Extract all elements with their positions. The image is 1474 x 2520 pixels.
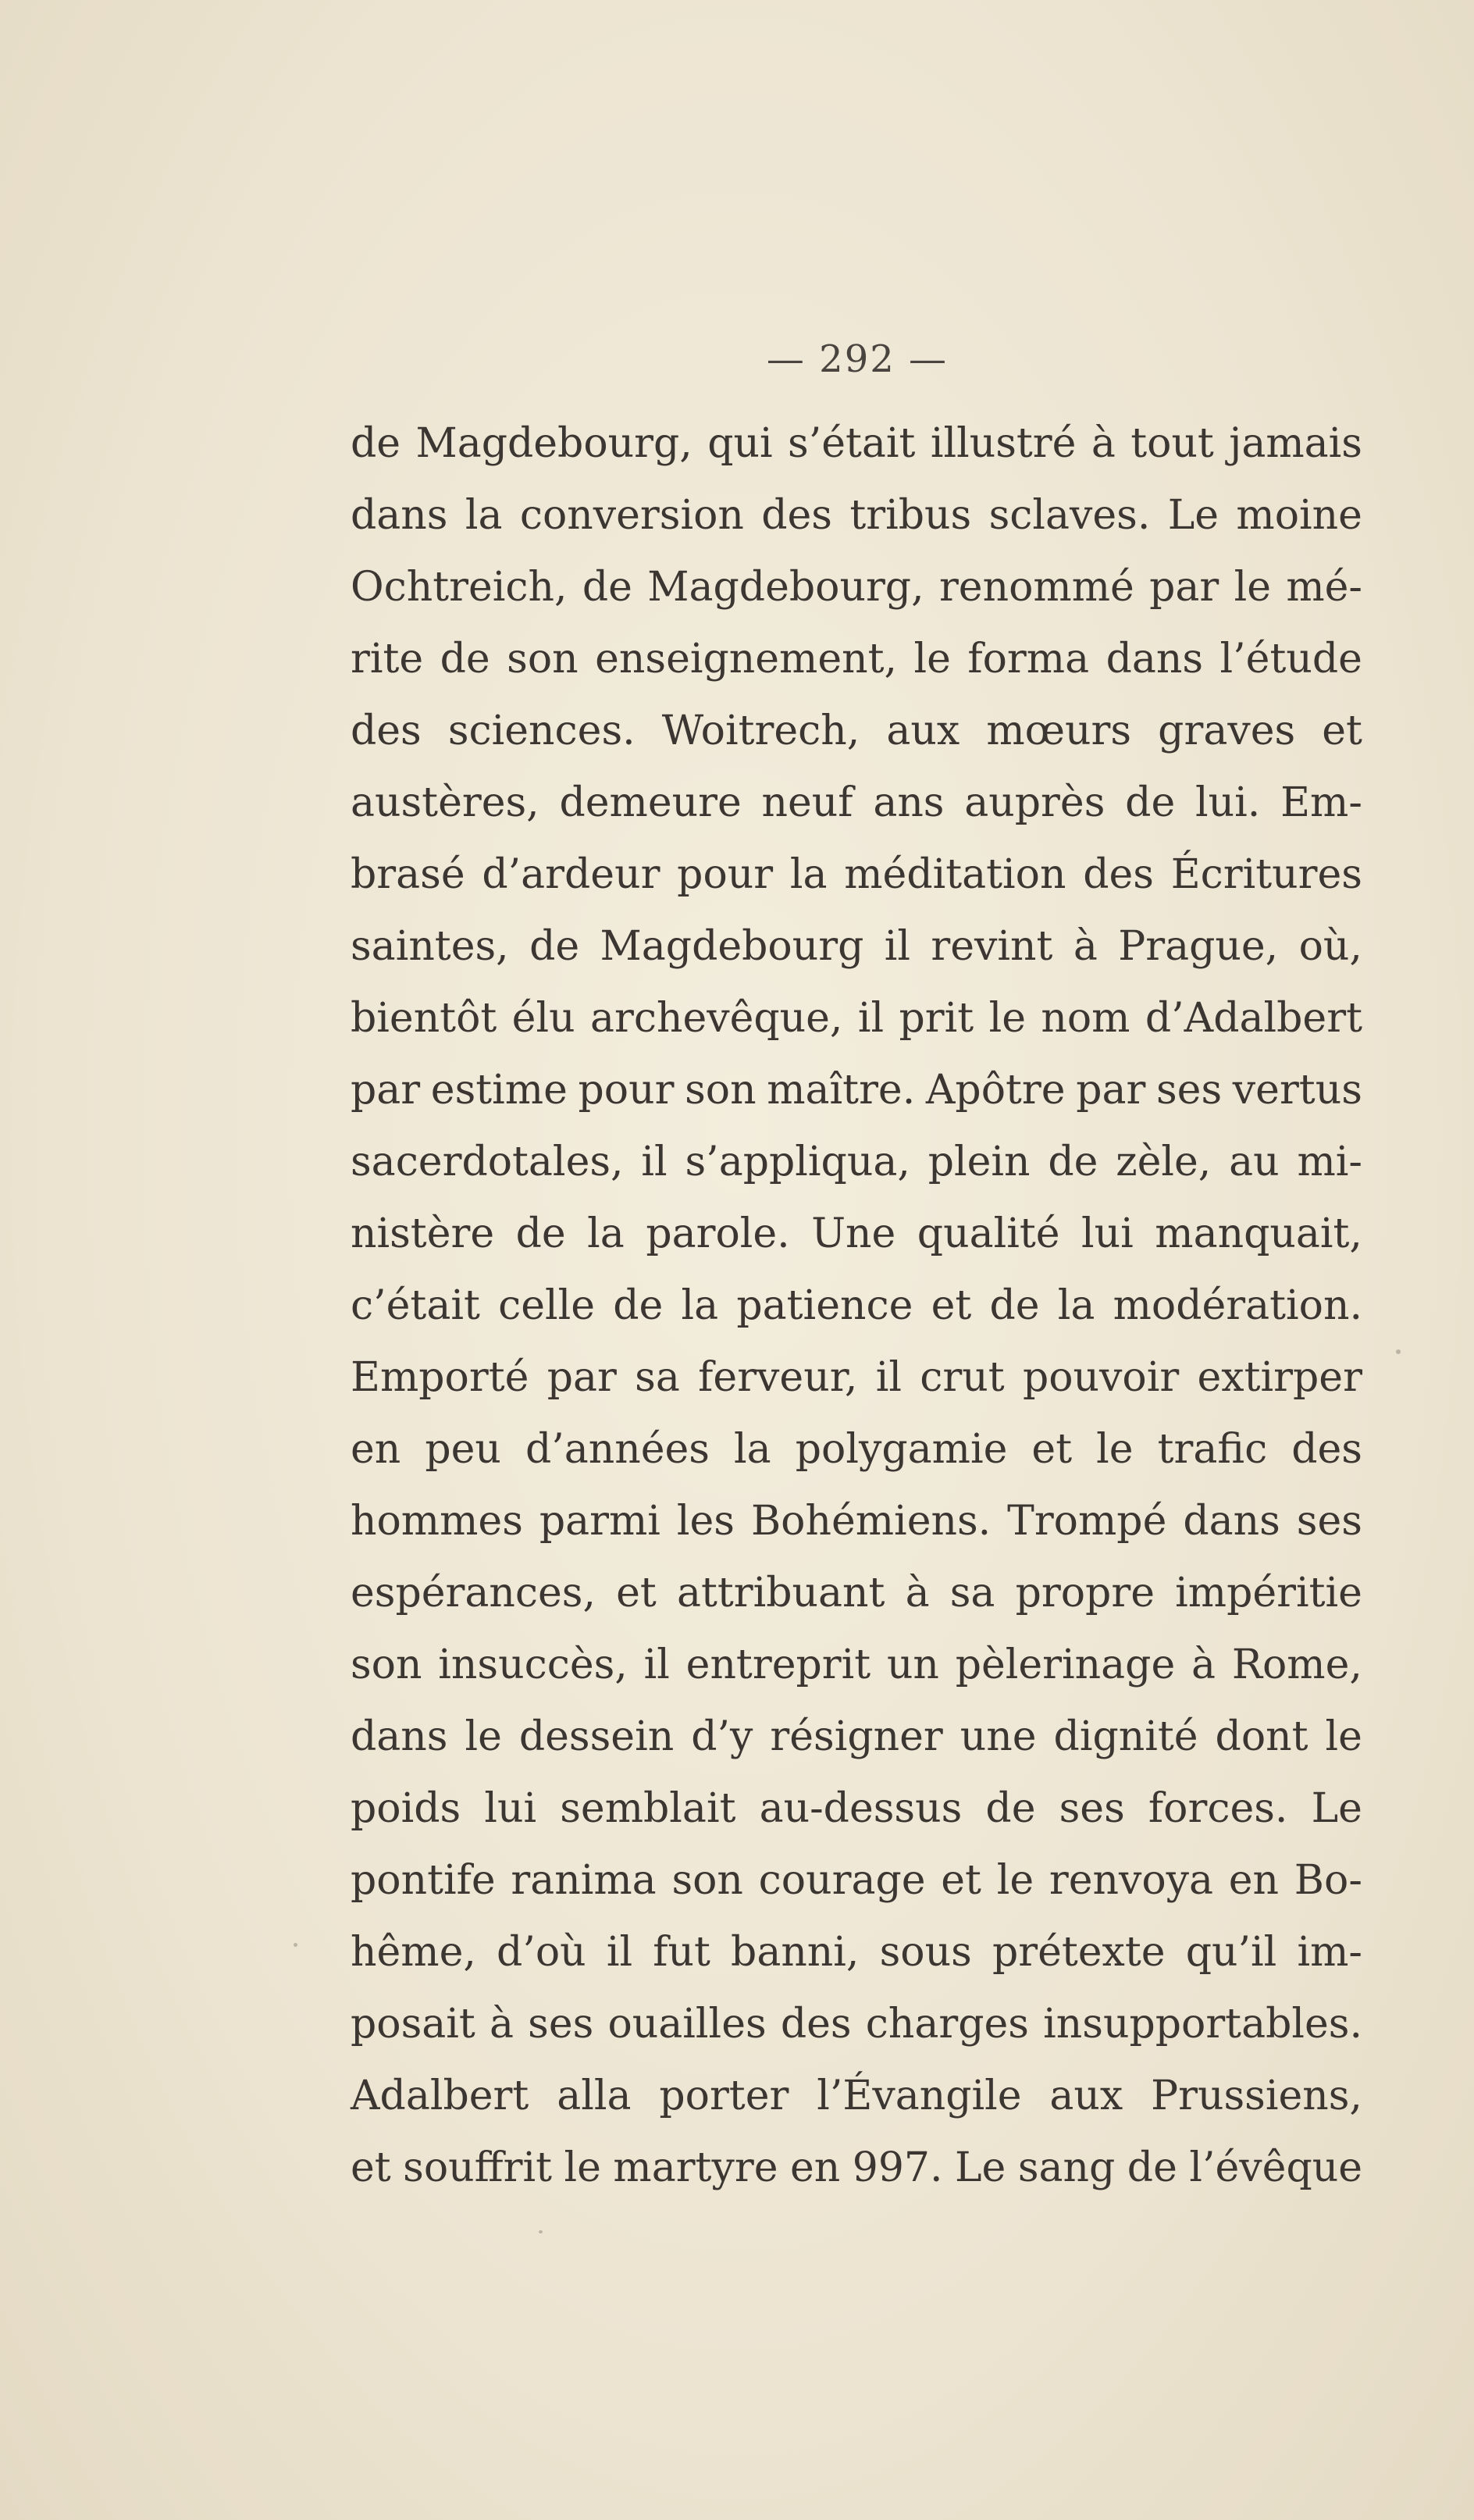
word: renvoya xyxy=(1049,1857,1214,1904)
word: souffrit xyxy=(403,2144,552,2191)
word: Magdebourg xyxy=(600,923,864,970)
word: austères, xyxy=(351,779,539,826)
word: en xyxy=(789,2144,841,2191)
word: rite xyxy=(351,636,424,683)
word: Bohémiens. xyxy=(750,1498,992,1545)
word: Magdebourg, xyxy=(415,420,692,467)
word: à xyxy=(1191,1641,1216,1688)
word: la xyxy=(587,1210,625,1257)
word: peu xyxy=(425,1426,501,1473)
paper-speck xyxy=(539,2230,543,2233)
word: et xyxy=(941,1857,981,1904)
text-line xyxy=(351,1557,1362,1629)
word: la xyxy=(734,1426,771,1473)
word: son xyxy=(671,1857,743,1904)
paper-speck xyxy=(294,1943,297,1947)
word: renommé xyxy=(938,564,1134,611)
word: la xyxy=(1057,1282,1095,1329)
word: lui. xyxy=(1195,779,1261,826)
word: sciences. xyxy=(447,708,636,754)
word: insuccès, xyxy=(438,1641,628,1688)
word: archevêque, xyxy=(589,995,843,1042)
word: de xyxy=(1125,779,1176,826)
word: Le xyxy=(955,2144,1006,2191)
word: de xyxy=(529,923,580,970)
word: sous xyxy=(879,1929,972,1976)
word: forma xyxy=(967,636,1090,683)
word: par xyxy=(1149,564,1219,611)
word: celle xyxy=(498,1282,596,1329)
text-line xyxy=(351,1126,1362,1198)
word: sang xyxy=(1017,2144,1116,2191)
word: ses xyxy=(1156,1067,1223,1114)
word: jamais xyxy=(1229,420,1362,467)
word: patience xyxy=(736,1282,913,1329)
word: il xyxy=(857,995,885,1042)
word: Trompé xyxy=(1007,1498,1167,1545)
word: et xyxy=(616,1570,657,1616)
word: mœurs xyxy=(986,708,1132,754)
word: crut xyxy=(920,1354,1005,1401)
word: des xyxy=(1083,851,1154,898)
word: plein xyxy=(927,1139,1031,1185)
word: son xyxy=(351,1641,422,1688)
word: Em- xyxy=(1280,779,1362,826)
word: l’Évangile xyxy=(817,2073,1022,2119)
word: il xyxy=(606,1929,633,1976)
word: à xyxy=(489,2001,514,2048)
word: banni, xyxy=(731,1929,860,1976)
word: pouvoir xyxy=(1022,1354,1180,1401)
word: demeure xyxy=(559,779,742,826)
word: forces. xyxy=(1148,1785,1288,1832)
text-line xyxy=(351,1485,1362,1557)
word: Rome, xyxy=(1231,1641,1362,1688)
text-line xyxy=(351,408,1362,479)
word: lui xyxy=(484,1785,537,1832)
word: maître. xyxy=(767,1067,916,1114)
word: le xyxy=(564,2144,601,2191)
word: d’ardeur xyxy=(482,851,660,898)
text-line xyxy=(351,1413,1362,1485)
word: sclaves. xyxy=(988,492,1151,539)
word: la xyxy=(789,851,828,898)
word: auprès xyxy=(964,779,1106,826)
word: dignité xyxy=(1053,1713,1198,1760)
word: de xyxy=(582,564,632,611)
word: où, xyxy=(1298,923,1362,970)
word: méditation xyxy=(844,851,1066,898)
text-line xyxy=(351,2060,1362,2132)
word: entreprit xyxy=(685,1641,871,1688)
word: modération. xyxy=(1113,1282,1362,1329)
word: alla xyxy=(557,2073,632,2119)
word: Une xyxy=(811,1210,896,1257)
word: Le xyxy=(1311,1785,1362,1832)
word: d’où xyxy=(497,1929,586,1976)
text-line xyxy=(351,1988,1362,2060)
word: pour xyxy=(677,851,774,898)
word: de xyxy=(1048,1139,1098,1185)
word: charges xyxy=(865,2001,1029,2048)
word: Ochtreich, xyxy=(351,564,568,611)
word: le xyxy=(996,1857,1034,1904)
word: Apôtre xyxy=(925,1067,1066,1114)
word: 997. xyxy=(852,2144,943,2191)
word: élu xyxy=(511,995,575,1042)
word: manquait, xyxy=(1155,1210,1362,1257)
word: propre xyxy=(1015,1570,1155,1616)
text-line xyxy=(351,1773,1362,1845)
word: trafic xyxy=(1157,1426,1268,1473)
word: dont xyxy=(1215,1713,1308,1760)
word: Prague, xyxy=(1118,923,1279,970)
word: enseignement, xyxy=(595,636,898,683)
word: il xyxy=(884,923,911,970)
word: graves xyxy=(1158,708,1296,754)
word: ferveur, xyxy=(698,1354,858,1401)
text-line xyxy=(351,982,1362,1054)
word: et xyxy=(1031,1426,1073,1473)
word: bientôt xyxy=(351,995,497,1042)
word: des xyxy=(761,492,832,539)
word: à xyxy=(1073,923,1098,970)
word: d’y xyxy=(691,1713,753,1760)
word: nistère xyxy=(351,1210,495,1257)
word: extirper xyxy=(1197,1354,1362,1401)
word: estime xyxy=(430,1067,568,1114)
text-line xyxy=(351,479,1362,551)
text-line xyxy=(351,767,1362,839)
word: qui xyxy=(707,420,773,467)
word: polygamie xyxy=(795,1426,1008,1473)
word: courage xyxy=(758,1857,926,1904)
word: son xyxy=(507,636,579,683)
word: posait xyxy=(351,2001,475,2048)
word: la xyxy=(681,1282,719,1329)
word: sa xyxy=(635,1354,680,1401)
word: Prussiens, xyxy=(1151,2073,1362,2119)
word: Le xyxy=(1167,492,1219,539)
word: c’était xyxy=(351,1282,480,1329)
text-line xyxy=(351,1916,1362,1988)
word: ranima xyxy=(511,1857,657,1904)
word: parole. xyxy=(646,1210,790,1257)
word: pour xyxy=(578,1067,675,1114)
word: de xyxy=(440,636,490,683)
word: par xyxy=(351,1067,421,1114)
word: son xyxy=(685,1067,757,1114)
word: Magdebourg, xyxy=(647,564,924,611)
word: s’appliqua, xyxy=(685,1139,910,1185)
word: Woitrech, xyxy=(661,708,860,754)
word: il xyxy=(643,1641,670,1688)
word: nom xyxy=(1041,995,1130,1042)
word: de xyxy=(1127,2144,1177,2191)
word: saintes, xyxy=(351,923,509,970)
word: des xyxy=(1291,1426,1362,1473)
word: Emporté xyxy=(351,1354,529,1401)
word: l’évêque xyxy=(1189,2144,1362,2191)
word: l’étude xyxy=(1219,636,1362,683)
word: de xyxy=(985,1785,1036,1832)
word: moine xyxy=(1236,492,1362,539)
word: Écritures xyxy=(1170,851,1362,898)
word: fut xyxy=(653,1929,710,1976)
word: de xyxy=(989,1282,1040,1329)
word: poids xyxy=(351,1785,461,1832)
word: d’Adalbert xyxy=(1145,995,1362,1042)
word: par xyxy=(547,1354,617,1401)
text-line xyxy=(351,1054,1362,1126)
word: le xyxy=(1325,1713,1362,1760)
word: au xyxy=(1229,1139,1280,1185)
word: zèle, xyxy=(1116,1139,1212,1185)
word: sa xyxy=(949,1570,995,1616)
word: ans xyxy=(873,779,945,826)
word: à xyxy=(1091,420,1116,467)
word: des xyxy=(351,708,422,754)
word: en xyxy=(1228,1857,1280,1904)
text-line xyxy=(351,695,1362,767)
word: de xyxy=(613,1282,664,1329)
word: Bo- xyxy=(1294,1857,1362,1904)
word: hommes xyxy=(351,1498,523,1545)
word: conversion xyxy=(519,492,744,539)
word: hême, xyxy=(351,1929,476,1976)
word: qualité xyxy=(917,1210,1060,1257)
text-line xyxy=(351,2132,1362,2204)
word: attribuant xyxy=(676,1570,885,1616)
word: tribus xyxy=(849,492,972,539)
word: il xyxy=(875,1354,902,1401)
word: il xyxy=(641,1139,668,1185)
text-line xyxy=(351,1629,1362,1701)
word: le xyxy=(1234,564,1271,611)
word: espérances, xyxy=(351,1570,596,1616)
word: illustré xyxy=(930,420,1077,467)
word: vertus xyxy=(1232,1067,1362,1114)
word: résigner xyxy=(770,1713,943,1760)
word: de xyxy=(515,1210,566,1257)
word: insupportables. xyxy=(1043,2001,1362,2048)
page-number: — 292 — xyxy=(766,337,949,381)
word: mi- xyxy=(1297,1139,1362,1185)
word: sacerdotales, xyxy=(351,1139,624,1185)
text-line xyxy=(351,1701,1362,1773)
word: en xyxy=(351,1426,401,1473)
paper-speck xyxy=(1396,1349,1401,1354)
word: ses xyxy=(1059,1785,1125,1832)
word: parmi xyxy=(539,1498,660,1545)
word: martyre xyxy=(613,2144,778,2191)
word: dans xyxy=(351,1713,448,1760)
word: ses xyxy=(528,2001,594,2048)
word: aux xyxy=(886,708,960,754)
word: dans xyxy=(1183,1498,1280,1545)
word: et xyxy=(1322,708,1362,754)
word: dans xyxy=(351,492,448,539)
word: Adalbert xyxy=(351,2073,529,2119)
text-line xyxy=(351,1198,1362,1270)
word: semblait xyxy=(560,1785,736,1832)
word: dessein xyxy=(518,1713,675,1760)
word: ouailles xyxy=(607,2001,767,2048)
word: brasé xyxy=(351,851,465,898)
word: d’années xyxy=(525,1426,710,1473)
text-line xyxy=(351,623,1362,695)
word: un xyxy=(886,1641,939,1688)
word: ses xyxy=(1296,1498,1362,1545)
word: le xyxy=(1096,1426,1134,1473)
word: à xyxy=(905,1570,930,1616)
word: revint xyxy=(931,923,1053,970)
word: im- xyxy=(1297,1929,1362,1976)
text-line xyxy=(351,839,1362,911)
word: les xyxy=(676,1498,735,1545)
word: la xyxy=(465,492,503,539)
word: une xyxy=(960,1713,1037,1760)
word: par xyxy=(1076,1067,1146,1114)
word: dans xyxy=(1106,636,1204,683)
word: prétexte xyxy=(992,1929,1166,1976)
word: s’était xyxy=(788,420,916,467)
word: et xyxy=(931,1282,972,1329)
word: porter xyxy=(659,2073,789,2119)
word: le xyxy=(913,636,951,683)
word: le xyxy=(988,995,1026,1042)
body-text xyxy=(351,408,1362,2204)
word: impéritie xyxy=(1175,1570,1362,1616)
text-line xyxy=(351,1845,1362,1916)
word: prit xyxy=(899,995,974,1042)
word: lui xyxy=(1081,1210,1134,1257)
word: pèlerinage xyxy=(955,1641,1176,1688)
text-line xyxy=(351,911,1362,982)
word: de xyxy=(351,420,401,467)
text-line xyxy=(351,551,1362,623)
text-line xyxy=(351,1270,1362,1342)
word: et xyxy=(351,2144,391,2191)
word: neuf xyxy=(761,779,853,826)
word: le xyxy=(465,1713,502,1760)
text-line xyxy=(351,1342,1362,1413)
word: au-dessus xyxy=(759,1785,963,1832)
word: aux xyxy=(1049,2073,1123,2119)
word: tout xyxy=(1130,420,1214,467)
word: des xyxy=(780,2001,852,2048)
word: mé- xyxy=(1286,564,1362,611)
word: pontife xyxy=(351,1857,496,1904)
word: qu’il xyxy=(1185,1929,1277,1976)
